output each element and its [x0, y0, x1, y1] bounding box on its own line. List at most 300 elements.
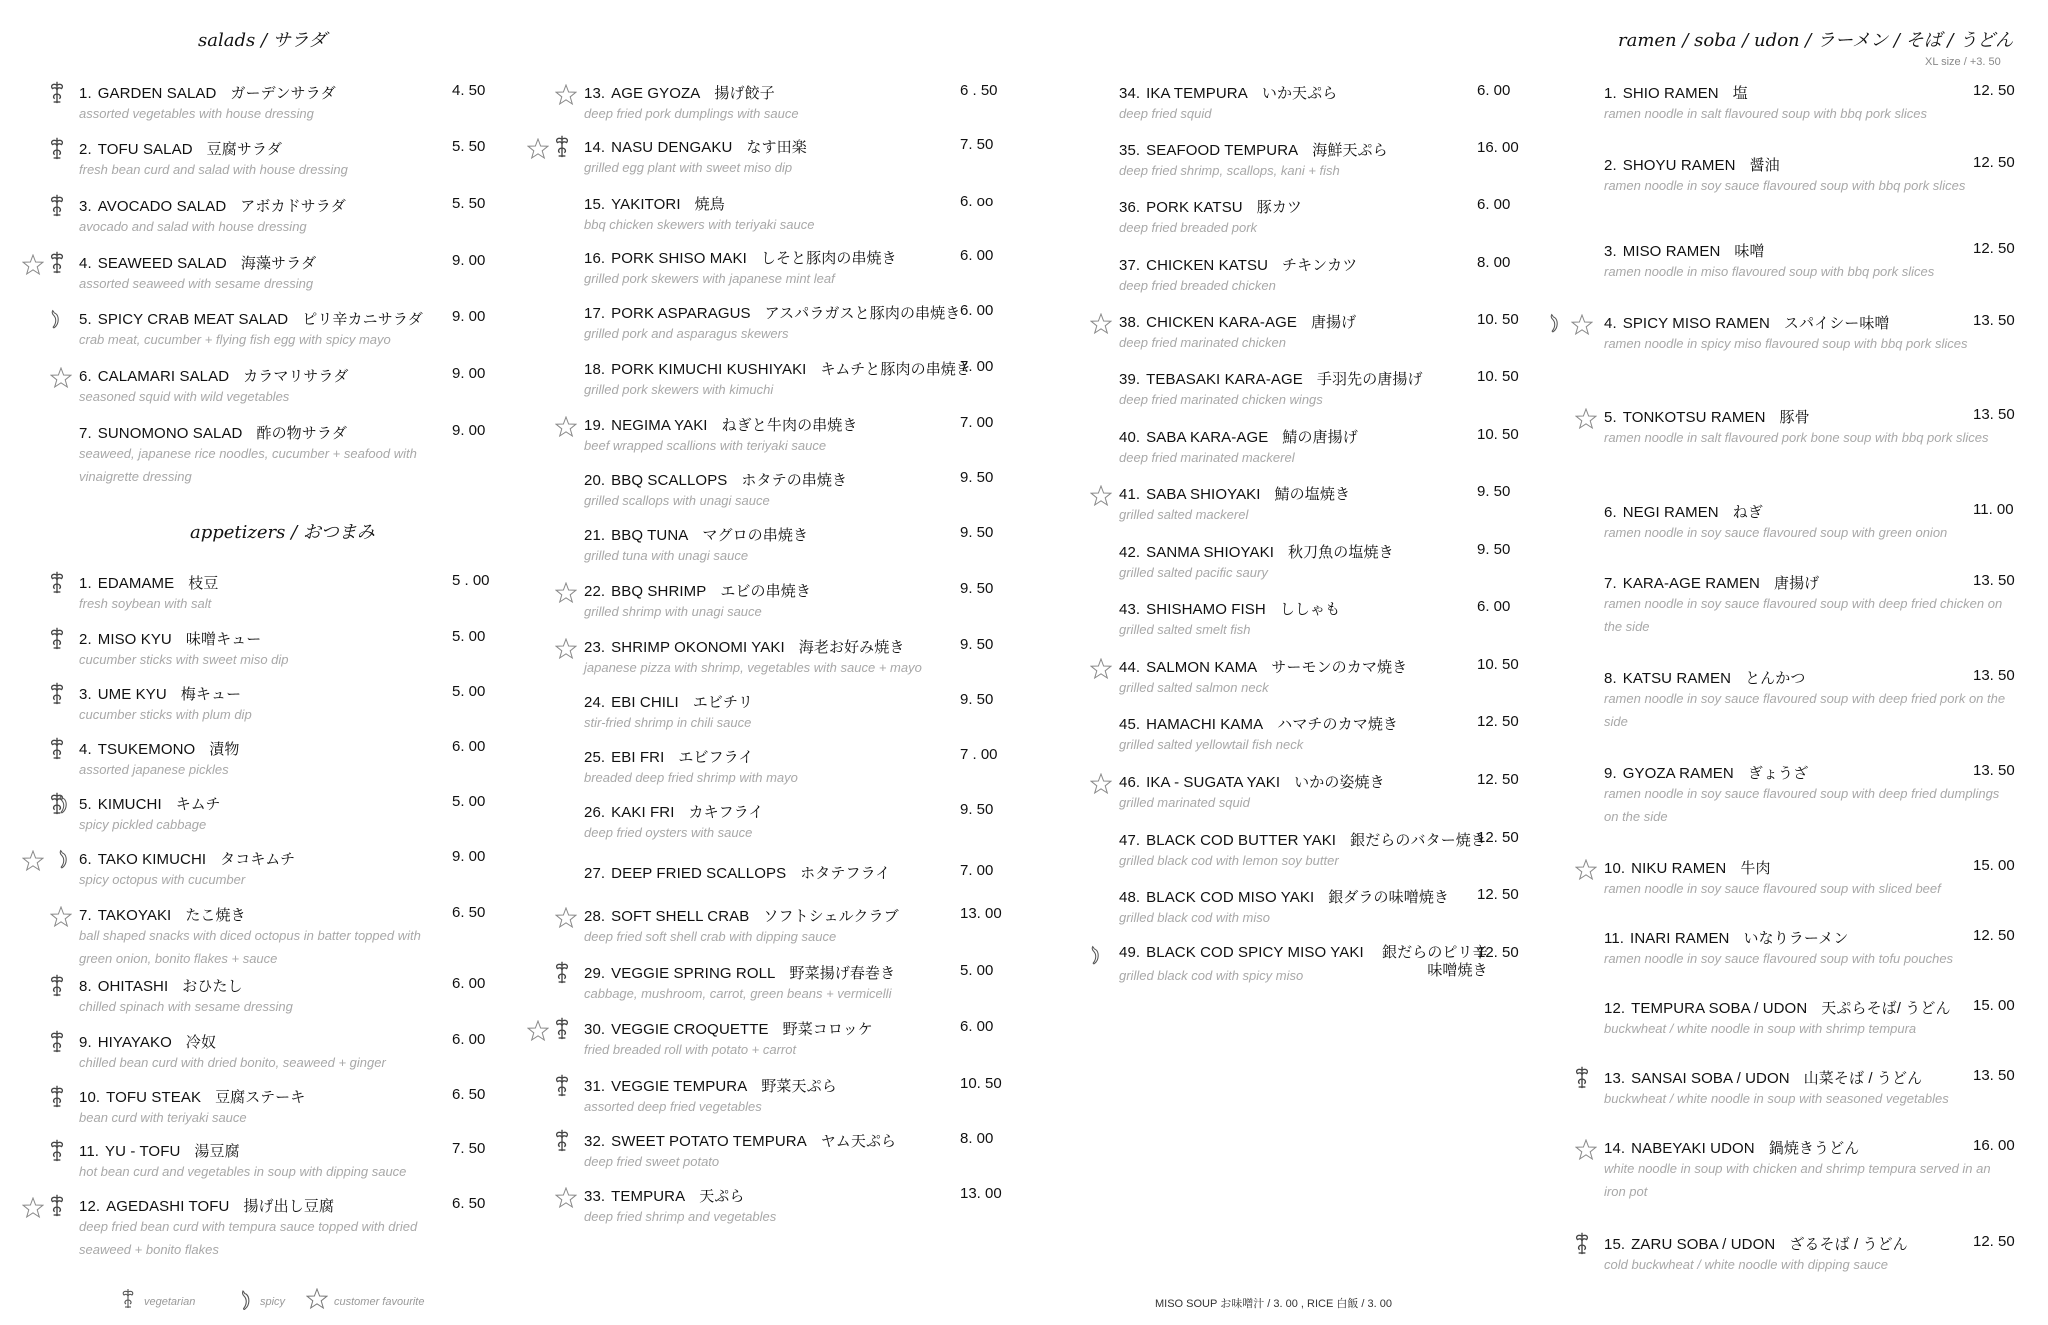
legend-vegetarian-label: vegetarian — [144, 1296, 196, 1308]
star-icon — [1090, 313, 1112, 335]
item-japanese-name: ピリ辛カニサラダ — [302, 311, 423, 328]
item-japanese-name: スパイシー味噌 — [1783, 315, 1890, 332]
vegetarian-icon — [553, 1126, 571, 1156]
item-name: SHRIMP OKONOMI YAKI — [611, 639, 785, 656]
item-price: 5. 00 — [452, 793, 486, 810]
item-name: SEAWEED SALAD — [97, 255, 227, 272]
item-japanese-name: 揚げ出し豆腐 — [243, 1198, 335, 1215]
item-icons — [1060, 769, 1106, 799]
item-description: crab meat, cucumber + flying fish egg with spicy mayo — [79, 332, 391, 347]
legend-spicy-label: spicy — [260, 1296, 286, 1308]
item-name: SALMON KAMA — [1146, 659, 1258, 676]
item-price: 6. 00 — [452, 1031, 486, 1048]
item-price: 5. 50 — [452, 138, 486, 155]
item-number: 48. — [1119, 889, 1141, 906]
item-name-line — [1604, 762, 1808, 783]
item-description: deep fried squid — [1119, 106, 1212, 121]
item-description: deep fried shrimp, scallops, kani + fish — [1119, 163, 1340, 178]
item-japanese-name: 鍋焼きうどん — [1768, 1140, 1860, 1157]
item-icons — [20, 681, 66, 711]
item-description: japanese pizza with shrimp, vegetables with sauce + mayo — [584, 660, 922, 675]
item-price: 10. 50 — [960, 1075, 1002, 1092]
item-japanese-name: ソフトシェルクラブ — [763, 908, 899, 925]
item-price: 9. 50 — [960, 636, 994, 653]
item-number: 28. — [584, 908, 606, 925]
vegetarian-icon — [48, 1082, 66, 1112]
item-price: 5. 00 — [960, 962, 994, 979]
item-icons — [1545, 310, 1591, 340]
star-icon — [22, 254, 44, 276]
item-name: SUNOMONO SALAD — [97, 425, 243, 442]
item-name: AGE GYOZA — [611, 85, 701, 102]
star-icon — [1575, 408, 1597, 430]
item-number: 3. — [79, 198, 92, 215]
spicy-icon — [1547, 312, 1562, 334]
item-name: NEGI RAMEN — [1622, 504, 1719, 521]
item-icons — [525, 634, 571, 664]
item-japanese-name: アスパラガスと豚肉の串焼き — [764, 305, 961, 322]
item-japanese-name: ざるそば / うどん — [1789, 1236, 1908, 1253]
item-name-line — [584, 524, 808, 545]
star-icon — [555, 907, 577, 929]
item-name-line — [584, 862, 890, 883]
spicy-icon — [238, 1289, 254, 1311]
item-japanese-name: ししゃも — [1279, 601, 1341, 618]
vegetarian-icon — [120, 1286, 136, 1312]
item-price: 9. 00 — [452, 365, 486, 382]
item-price: 7. 50 — [452, 1140, 486, 1157]
item-icons — [1060, 481, 1106, 511]
item-name: SOFT SHELL CRAB — [611, 908, 750, 925]
vegetarian-icon — [48, 1191, 66, 1221]
item-name: PORK KIMUCHI KUSHIYAKI — [611, 361, 807, 378]
item-description: avocado and salad with house dressing — [79, 219, 307, 234]
item-icons — [20, 250, 66, 280]
item-name-line — [79, 738, 240, 759]
item-description: grilled salted yellowtail fish neck — [1119, 737, 1304, 752]
item-name: BLACK COD BUTTER YAKI — [1146, 832, 1337, 849]
vegetarian-icon — [48, 679, 66, 709]
item-name-line — [1604, 667, 1805, 688]
item-name-line — [584, 247, 897, 268]
item-japanese-name: ホタテフライ — [800, 865, 891, 882]
item-name: DEEP FRIED SCALLOPS — [611, 865, 787, 882]
item-name: IKA - SUGATA YAKI — [1146, 774, 1281, 791]
item-name: EBI CHILI — [611, 694, 679, 711]
item-name: VEGGIE TEMPURA — [611, 1078, 748, 1095]
item-number: 18. — [584, 361, 606, 378]
item-description: buckwheat / white noodle in soup with seasoned vegetables — [1604, 1091, 1949, 1106]
item-price: 5. 50 — [452, 195, 486, 212]
item-name: YAKITORI — [611, 196, 681, 213]
item-price: 7. 00 — [960, 862, 994, 879]
item-japanese-name: 鯖の唐揚げ — [1282, 429, 1358, 446]
item-price: 5 . 00 — [452, 572, 490, 589]
item-number: 14. — [584, 139, 606, 156]
item-icons — [1545, 855, 1591, 885]
item-number: 24. — [584, 694, 606, 711]
item-price: 8. 00 — [960, 1130, 994, 1147]
item-name: INARI RAMEN — [1630, 930, 1730, 947]
item-name-line — [1604, 312, 1890, 333]
item-name-line — [1604, 82, 1748, 103]
item-icons — [1060, 942, 1106, 972]
item-name: KIMUCHI — [97, 796, 162, 813]
item-japanese-name: 野菜天ぷら — [761, 1078, 837, 1095]
item-number: 17. — [584, 305, 606, 322]
item-number: 20. — [584, 472, 606, 489]
item-description: deep fried marinated chicken — [1119, 335, 1286, 350]
item-name-line — [584, 1018, 873, 1039]
item-name-line — [584, 82, 775, 103]
item-number: 2. — [79, 141, 92, 158]
item-japanese-name: アボカドサラダ — [240, 198, 346, 215]
item-description: breaded deep fried shrimp with mayo — [584, 770, 798, 785]
item-name-line — [584, 414, 857, 435]
item-description: grilled tuna with unagi sauce — [584, 548, 749, 563]
item-description: ramen noodle in soy sauce flavoured soup with green onion — [1604, 525, 1948, 540]
xl-size-note: XL size / +3. 50 — [1925, 56, 2001, 68]
vegetarian-icon — [48, 624, 66, 654]
item-icons — [1060, 654, 1106, 684]
item-icons — [1545, 1231, 1591, 1261]
item-japanese-name: キムチと豚肉の串焼き — [820, 361, 972, 378]
item-description: grilled pork skewers with japanese mint leaf — [584, 271, 835, 286]
item-japanese-name: ガーデンサラダ — [230, 85, 336, 102]
item-japanese-name: 銀ダラの味噌焼き — [1328, 889, 1450, 906]
item-description: ramen noodle in salt flavoured pork bone soup with bbq pork slices — [1604, 430, 1989, 445]
item-japanese-name: たこ焼き — [185, 907, 246, 924]
item-price: 6 . 50 — [960, 82, 998, 99]
item-name: NASU DENGAKU — [611, 139, 733, 156]
item-number: 45. — [1119, 716, 1141, 733]
item-japanese-name: 味噌キュー — [185, 631, 262, 648]
item-description: white noodle in soup with chicken and shrimp tempura served in an iron pot — [1604, 1161, 1991, 1199]
item-description: ramen noodle in soy sauce flavoured soup with bbq pork slices — [1604, 178, 1966, 193]
item-number: 1. — [1604, 85, 1617, 102]
item-japanese-name: 唐揚げ — [1773, 575, 1820, 592]
item-description: deep fried breaded chicken — [1119, 278, 1276, 293]
item-name: TEMPURA SOBA / UDON — [1631, 1000, 1808, 1017]
item-name: HIYAYAKO — [97, 1034, 172, 1051]
item-japanese-name: 梅キュー — [180, 686, 242, 703]
item-icons — [20, 1138, 66, 1168]
item-price: 9. 00 — [452, 848, 486, 865]
item-description: deep fried bean curd with tempura sauce topped with dried seaweed + bonito flakes — [79, 1219, 418, 1257]
item-description: grilled egg plant with sweet miso dip — [584, 160, 793, 175]
item-description: ramen noodle in soy sauce flavoured soup with deep fried dumplings on the side — [1604, 786, 2000, 824]
item-name-line — [584, 193, 725, 214]
item-price: 16. 00 — [1973, 1137, 2015, 1154]
item-description: grilled marinated squid — [1119, 795, 1250, 810]
item-number: 34. — [1119, 85, 1141, 102]
item-price: 13. 50 — [1973, 406, 2015, 423]
item-japanese-name: 鯖の塩焼き — [1274, 486, 1351, 503]
item-name-line — [584, 1185, 745, 1206]
star-icon — [50, 906, 72, 928]
item-number: 27. — [584, 865, 606, 882]
item-japanese-name: 枝豆 — [188, 575, 219, 592]
item-icons — [525, 903, 571, 933]
item-japanese-name: 海鮮天ぷら — [1312, 142, 1388, 159]
item-number: 4. — [79, 741, 92, 758]
item-name-line — [1119, 713, 1398, 734]
item-name: SPICY MISO RAMEN — [1622, 315, 1770, 332]
item-name-line — [79, 628, 261, 649]
star-icon — [555, 638, 577, 660]
item-name: MISO RAMEN — [1622, 243, 1721, 260]
item-japanese-name: 醤油 — [1749, 157, 1780, 174]
item-description: grilled salted smelt fish — [1119, 622, 1251, 637]
footer-note: MISO SOUP お味噌汁 / 3. 00 , RICE 白飯 / 3. 00 — [1155, 1298, 1392, 1310]
item-price: 16. 00 — [1477, 139, 1519, 156]
item-name-line — [79, 904, 246, 925]
item-price: 9. 50 — [960, 524, 994, 541]
item-name: UME KYU — [97, 686, 167, 703]
item-name: ZARU SOBA / UDON — [1631, 1236, 1776, 1253]
item-price: 9. 00 — [452, 422, 486, 439]
item-name: MISO KYU — [97, 631, 172, 648]
item-icons — [20, 736, 66, 766]
item-japanese-name: 揚げ餃子 — [714, 85, 775, 102]
item-description: fresh soybean with salt — [79, 596, 212, 611]
item-description: deep fried shrimp and vegetables — [584, 1209, 777, 1224]
item-number: 1. — [79, 575, 92, 592]
item-description: deep fried breaded pork — [1119, 220, 1258, 235]
item-price: 12. 50 — [1477, 886, 1519, 903]
item-name-line — [1119, 254, 1357, 275]
star-icon — [555, 416, 577, 438]
item-japanese-name: 豚カツ — [1256, 199, 1303, 216]
item-name: SEAFOOD TEMPURA — [1146, 142, 1299, 159]
item-price: 10. 50 — [1477, 368, 1519, 385]
item-name: KATSU RAMEN — [1622, 670, 1732, 687]
vegetarian-icon — [48, 568, 66, 598]
item-japanese-name: 塩 — [1732, 85, 1748, 102]
item-description: cold buckwheat / white noodle with dipping sauce — [1604, 1257, 1889, 1272]
item-name-line — [1604, 501, 1763, 522]
item-number: 9. — [1604, 765, 1617, 782]
item-description: deep fried marinated chicken wings — [1119, 392, 1323, 407]
item-price: 15. 00 — [1973, 997, 2015, 1014]
item-name: SHISHAMO FISH — [1146, 601, 1266, 618]
item-japanese-name: 焼鳥 — [694, 196, 725, 213]
item-name: TEMPURA — [611, 1188, 686, 1205]
item-number: 10. — [79, 1089, 101, 1106]
item-name-line — [79, 82, 336, 103]
vegetarian-icon — [553, 958, 571, 988]
item-name: PORK KATSU — [1146, 199, 1243, 216]
item-price: 12. 50 — [1973, 240, 2015, 257]
item-japanese-name: しそと豚肉の串焼き — [760, 250, 897, 267]
item-price: 15. 00 — [1973, 857, 2015, 874]
item-icons — [20, 136, 66, 166]
item-description: grilled black cod with miso — [1119, 910, 1271, 925]
star-icon — [527, 1020, 549, 1042]
item-number: 1. — [79, 85, 92, 102]
item-japanese-name: 豚骨 — [1779, 409, 1810, 426]
item-number: 22. — [584, 583, 606, 600]
item-number: 12. — [79, 1198, 101, 1215]
item-name: GARDEN SALAD — [97, 85, 217, 102]
item-price: 12. 50 — [1477, 713, 1519, 730]
item-name: TOFU SALAD — [97, 141, 193, 158]
item-description: assorted vegetables with house dressing — [79, 106, 314, 121]
item-price: 5. 00 — [452, 683, 486, 700]
item-description: ball shaped snacks with diced octopus in batter topped with green onion, bonito flakes + sauce — [79, 928, 421, 966]
item-icons — [20, 80, 66, 110]
item-name: TAKO KIMUCHI — [97, 851, 207, 868]
item-description: grilled salted salmon neck — [1119, 680, 1269, 695]
item-japanese-name: なす田楽 — [746, 139, 807, 156]
item-japanese-name: 豆腐ステーキ — [215, 1089, 306, 1106]
item-description: assorted deep fried vegetables — [584, 1099, 762, 1114]
item-description: chilled spinach with sesame dressing — [79, 999, 293, 1014]
item-icons — [525, 960, 571, 990]
item-name: BLACK COD MISO YAKI — [1146, 889, 1315, 906]
item-number: 39. — [1119, 371, 1141, 388]
item-price: 12. 50 — [1477, 829, 1519, 846]
item-name: SPICY CRAB MEAT SALAD — [97, 311, 289, 328]
item-number: 5. — [79, 311, 92, 328]
item-number: 14. — [1604, 1140, 1626, 1157]
item-number: 43. — [1119, 601, 1141, 618]
item-description: ramen noodle in soy sauce flavoured soup with deep fried pork on the side — [1604, 691, 2006, 729]
item-name: BBQ SCALLOPS — [611, 472, 728, 489]
item-name-line — [1604, 406, 1810, 427]
item-japanese-name: ねぎと牛肉の串焼き — [721, 417, 858, 434]
item-japanese-name: おひたし — [182, 978, 243, 995]
item-number: 7. — [79, 425, 92, 442]
item-japanese-name: 野菜コロッケ — [782, 1021, 873, 1038]
item-icons — [20, 306, 66, 336]
item-name-line — [584, 962, 895, 983]
item-description: ramen noodle in soy sauce flavoured soup with deep fried chicken on the side — [1604, 596, 2003, 634]
item-name-line — [1119, 656, 1407, 677]
item-name: EBI FRI — [611, 749, 665, 766]
item-number: 7. — [1604, 575, 1617, 592]
item-price: 13. 00 — [960, 1185, 1002, 1202]
item-name-line — [1604, 927, 1848, 948]
item-description: cucumber sticks with sweet miso dip — [79, 652, 289, 667]
item-name: PORK ASPARAGUS — [611, 305, 751, 322]
item-name: NABEYAKI UDON — [1631, 1140, 1755, 1157]
item-price: 6. 00 — [1477, 598, 1511, 615]
item-price: 6. 00 — [1477, 82, 1511, 99]
item-japanese-name: 海老お好み焼き — [798, 639, 905, 656]
item-name: AGEDASHI TOFU — [106, 1198, 230, 1215]
item-name-line — [79, 1140, 240, 1161]
item-number: 9. — [79, 1034, 92, 1051]
item-name-line — [1119, 598, 1340, 619]
item-japanese-name: いなりラーメン — [1743, 930, 1849, 947]
item-description: bean curd with teriyaki sauce — [79, 1110, 247, 1125]
item-name: SABA SHIOYAKI — [1146, 486, 1261, 503]
item-description: ramen noodle in spicy miso flavoured soup with bbq pork slices — [1604, 336, 1968, 351]
item-name: SHOYU RAMEN — [1622, 157, 1736, 174]
item-name: TAKOYAKI — [97, 907, 172, 924]
item-number: 15. — [1604, 1236, 1626, 1253]
item-number: 2. — [1604, 157, 1617, 174]
item-icons — [1060, 309, 1106, 339]
item-name-line — [79, 365, 348, 386]
item-icons — [1545, 404, 1591, 434]
item-number: 35. — [1119, 142, 1141, 159]
item-description: grilled pork and asparagus skewers — [584, 326, 789, 341]
item-name-line — [1604, 154, 1780, 175]
item-price: 9. 50 — [1477, 541, 1511, 558]
item-name: NEGIMA YAKI — [611, 417, 708, 434]
item-price: 10. 50 — [1477, 656, 1519, 673]
item-number: 15. — [584, 196, 606, 213]
item-number: 8. — [79, 978, 92, 995]
item-name-line — [1604, 1233, 1908, 1254]
item-name-line — [584, 905, 899, 926]
item-price: 7. 50 — [960, 136, 994, 153]
ramen-title: ramen / soba / udon / ラーメン / そば / うどん — [1618, 30, 2014, 51]
item-name-line — [79, 195, 346, 216]
item-japanese-name: チキンカツ — [1282, 257, 1358, 274]
item-description: ramen noodle in soy sauce flavoured soup with tofu pouches — [1604, 951, 1954, 966]
star-icon — [22, 1197, 44, 1219]
item-name: SABA KARA-AGE — [1146, 429, 1269, 446]
item-icons — [525, 1128, 571, 1158]
item-japanese-name: いか天ぷら — [1261, 85, 1338, 102]
item-number: 41. — [1119, 486, 1141, 503]
vegetarian-icon — [48, 734, 66, 764]
item-description: bbq chicken skewers with teriyaki sauce — [584, 217, 815, 232]
item-price: 13. 50 — [1973, 762, 2015, 779]
star-icon — [555, 84, 577, 106]
item-price: 12. 50 — [1973, 82, 2015, 99]
item-description: grilled salted mackerel — [1119, 507, 1249, 522]
item-price: 6. 00 — [960, 1018, 994, 1035]
item-number: 25. — [584, 749, 606, 766]
item-name-line — [584, 358, 971, 379]
star-icon — [306, 1288, 328, 1310]
item-name: BLACK COD SPICY MISO YAKI — [1146, 944, 1364, 961]
item-japanese-name: 銀だらのバター焼き — [1350, 832, 1486, 849]
spicy-icon — [56, 793, 71, 815]
item-price: 6. 00 — [960, 302, 994, 319]
item-number: 40. — [1119, 429, 1141, 446]
item-name-line — [1119, 829, 1486, 850]
item-price: 8. 00 — [1477, 254, 1511, 271]
item-name-line — [1604, 857, 1771, 878]
item-number: 16. — [584, 250, 606, 267]
item-price: 13. 00 — [960, 905, 1002, 922]
item-japanese-name: エビフライ — [678, 749, 754, 766]
item-japanese-name: カラマリサラダ — [243, 368, 349, 385]
item-name-line — [584, 302, 960, 323]
item-name-line — [79, 138, 282, 159]
item-name-line — [79, 1195, 334, 1216]
item-price: 7 . 00 — [960, 746, 998, 763]
item-name: OHITASHI — [97, 978, 169, 995]
item-name-line — [1119, 886, 1449, 907]
item-description: grilled salted pacific saury — [1119, 565, 1268, 580]
vegetarian-icon — [48, 191, 66, 221]
star-icon — [1090, 773, 1112, 795]
star-icon — [1090, 485, 1112, 507]
item-name-line — [1119, 483, 1350, 504]
item-name: BBQ TUNA — [611, 527, 689, 544]
item-name-line — [1119, 426, 1358, 447]
item-icons — [20, 791, 66, 821]
vegetarian-icon — [1573, 1229, 1591, 1259]
item-name-line — [79, 683, 241, 704]
vegetarian-icon — [553, 132, 571, 162]
